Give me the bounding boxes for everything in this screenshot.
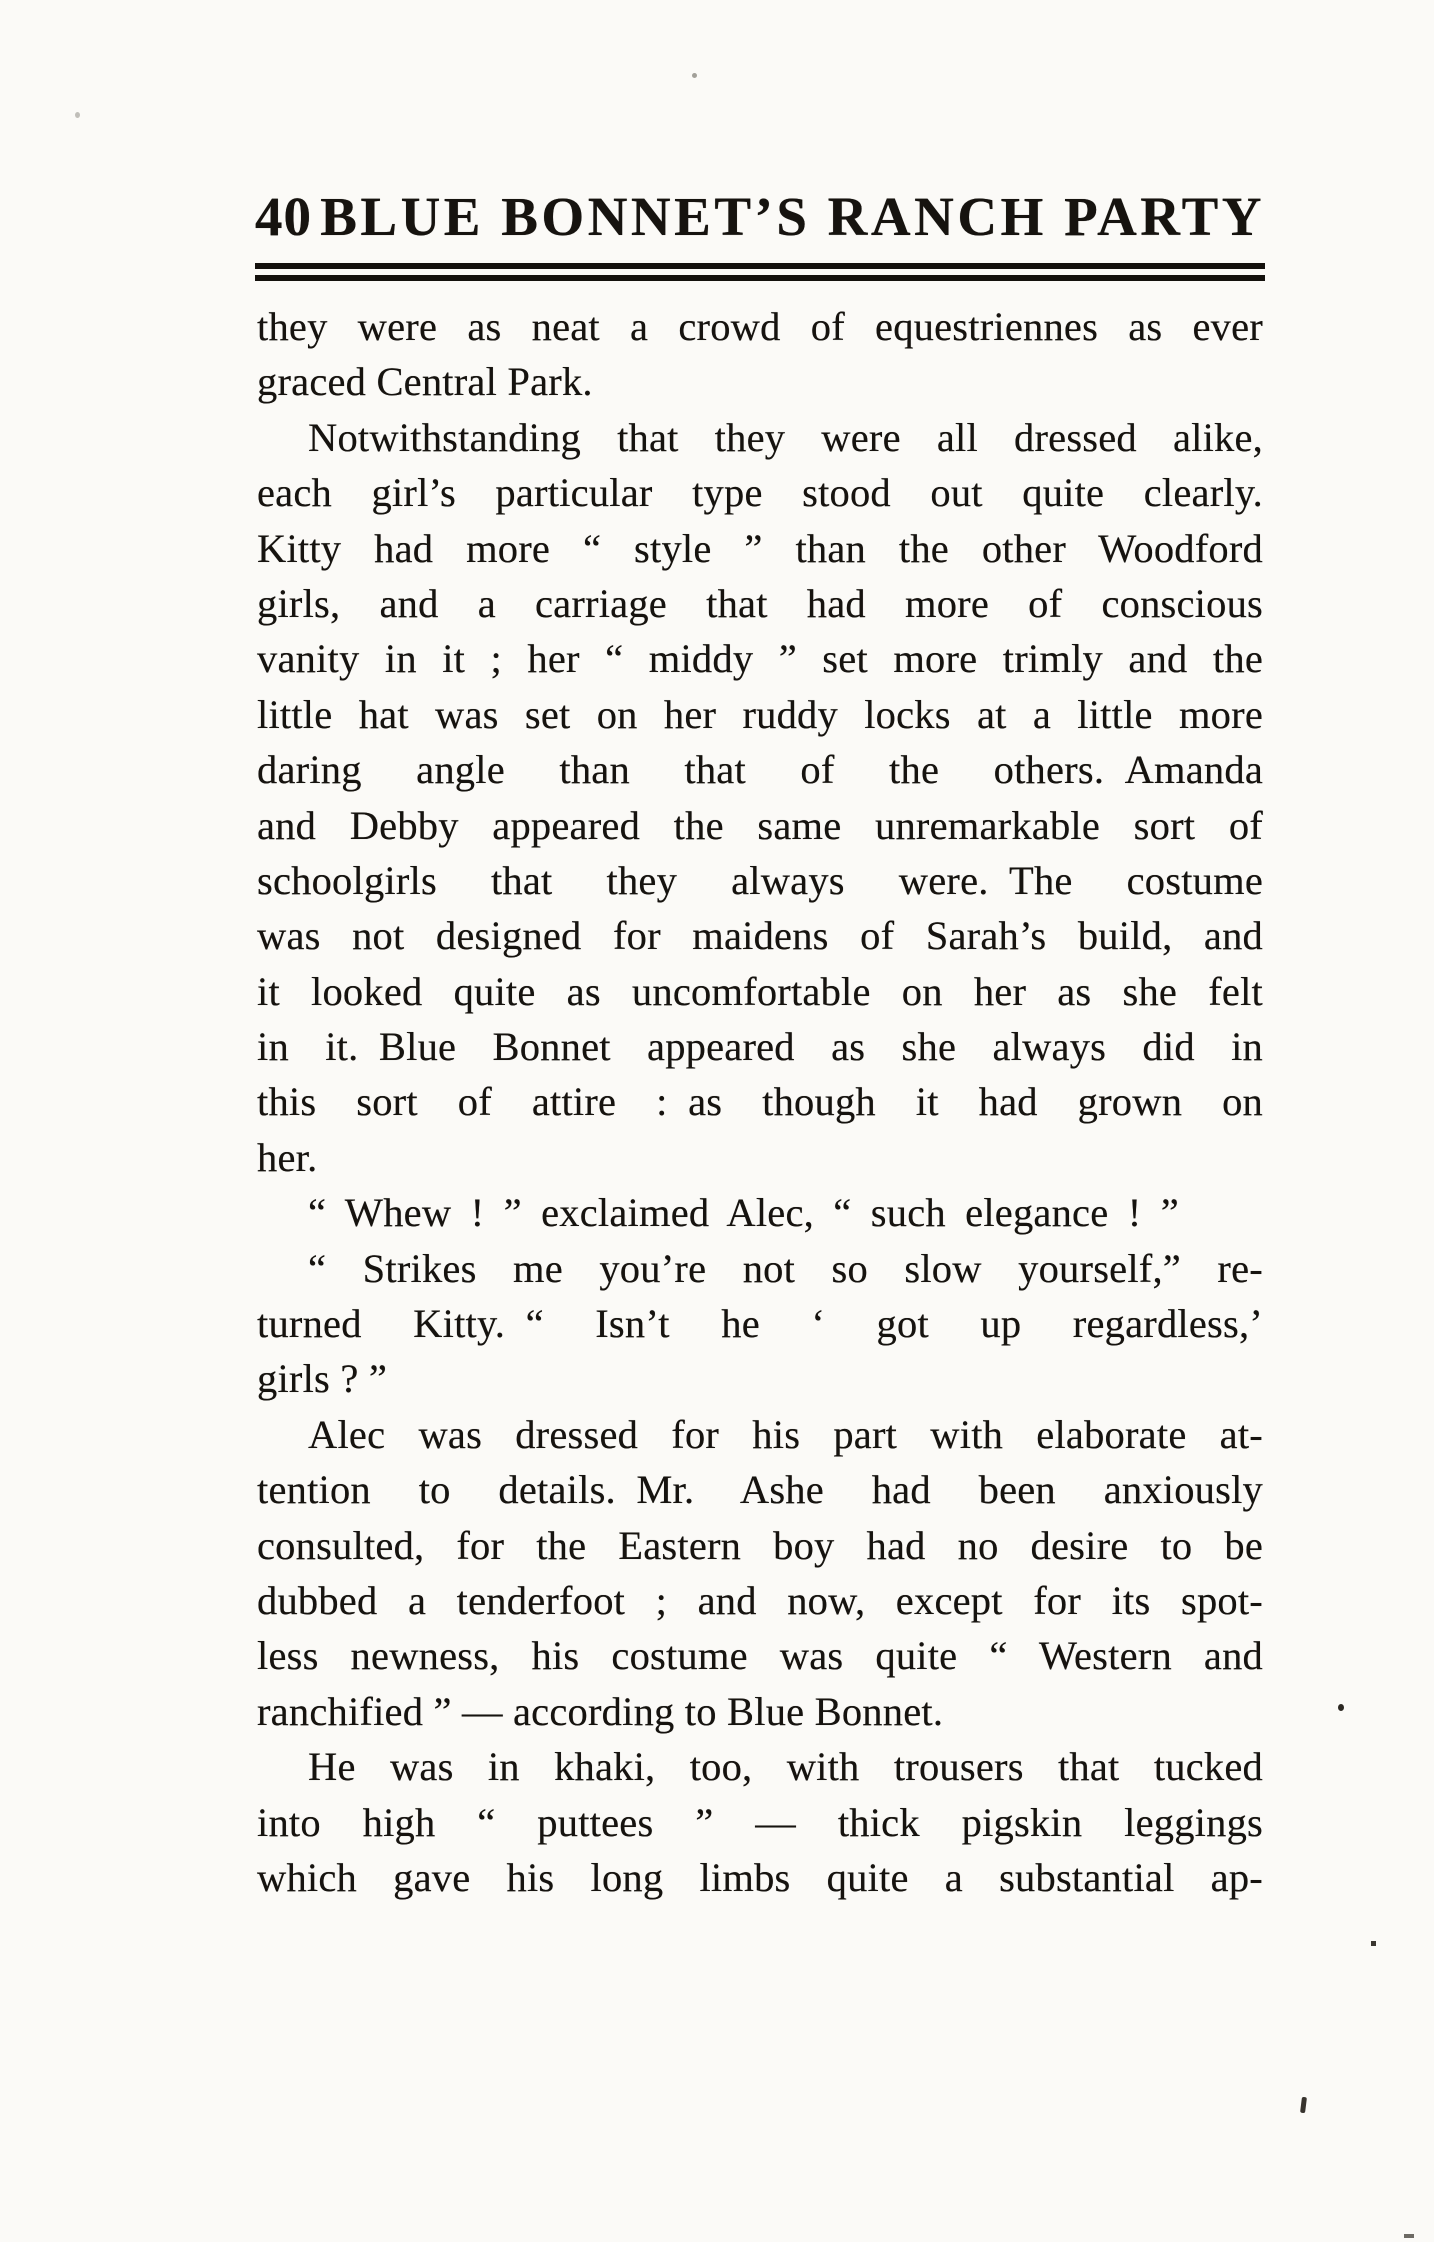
scan-speck [75, 112, 80, 118]
running-head [255, 188, 1265, 246]
text-line: “ Whew ! ” exclaimed Alec, “ such elegance ! ” [308, 1190, 1179, 1236]
body-text [257, 299, 1263, 1905]
page-number: 40 [255, 186, 312, 247]
text-line: girls, and a carriage that had more of conscious [257, 580, 1263, 626]
text-line: girls ? ” [257, 1356, 388, 1402]
text-line: less newness, his costume was quite “ Western and [257, 1633, 1263, 1679]
text-line: tention to details. Mr. Ashe had been anxiously [257, 1467, 1263, 1513]
text-line: little hat was set on her ruddy locks at a little more [257, 691, 1263, 737]
scan-speck [1338, 1704, 1344, 1711]
text-line: this sort of attire : as though it had grown on [257, 1079, 1263, 1125]
text-line: Notwithstanding that they were all dressed alike, [308, 414, 1263, 460]
header-double-rule [255, 263, 1265, 281]
text-line: which gave his long limbs quite a substantial ap- [257, 1854, 1263, 1900]
text-line: turned Kitty. “ Isn’t he ‘ got up regardless,’ [257, 1301, 1263, 1347]
text-line: vanity in it ; her “ middy ” set more trimly and the [257, 636, 1263, 682]
text-line: dubbed a tenderfoot ; and now, except for its spot- [257, 1577, 1263, 1623]
text-line: into high “ puttees ” — thick pigskin leggings [257, 1799, 1263, 1845]
scan-speck [1404, 2234, 1414, 2238]
text-line: in it. Blue Bonnet appeared as she always did in [257, 1024, 1263, 1070]
text-line: they were as neat a crowd of equestriennes as ever [257, 304, 1263, 349]
text-line: it looked quite as uncomfortable on her as she felt [257, 968, 1263, 1014]
text-line: and Debby appeared the same unremarkable sort of [257, 802, 1263, 848]
scan-speck [1300, 2097, 1307, 2113]
text-line: He was in khaki, too, with trousers that tucked [308, 1744, 1263, 1790]
running-title: BLUE BONNET’S RANCH PARTY [320, 186, 1265, 247]
text-line: each girl’s particular type stood out quite clearly. [257, 470, 1263, 516]
text-line: was not designed for maidens of Sarah’s build, and [257, 913, 1263, 959]
text-line: “ Strikes me you’re not so slow yourself,” re- [308, 1245, 1263, 1291]
text-line: her. [257, 1134, 318, 1180]
text-line: ranchified ” — according to Blue Bonnet. [257, 1688, 944, 1734]
scan-speck [1371, 1941, 1376, 1946]
scan-speck [692, 73, 697, 78]
text-line: Alec was dressed for his part with elaborate at- [308, 1411, 1263, 1457]
text-line: daring angle than that of the others. Amanda [257, 747, 1263, 793]
text-line: Kitty had more “ style ” than the other Woodford [257, 525, 1263, 571]
text-line: graced Central Park. [257, 359, 593, 405]
text-line: schoolgirls that they always were. The costume [257, 857, 1263, 903]
text-line: consulted, for the Eastern boy had no desire to be [257, 1522, 1263, 1568]
